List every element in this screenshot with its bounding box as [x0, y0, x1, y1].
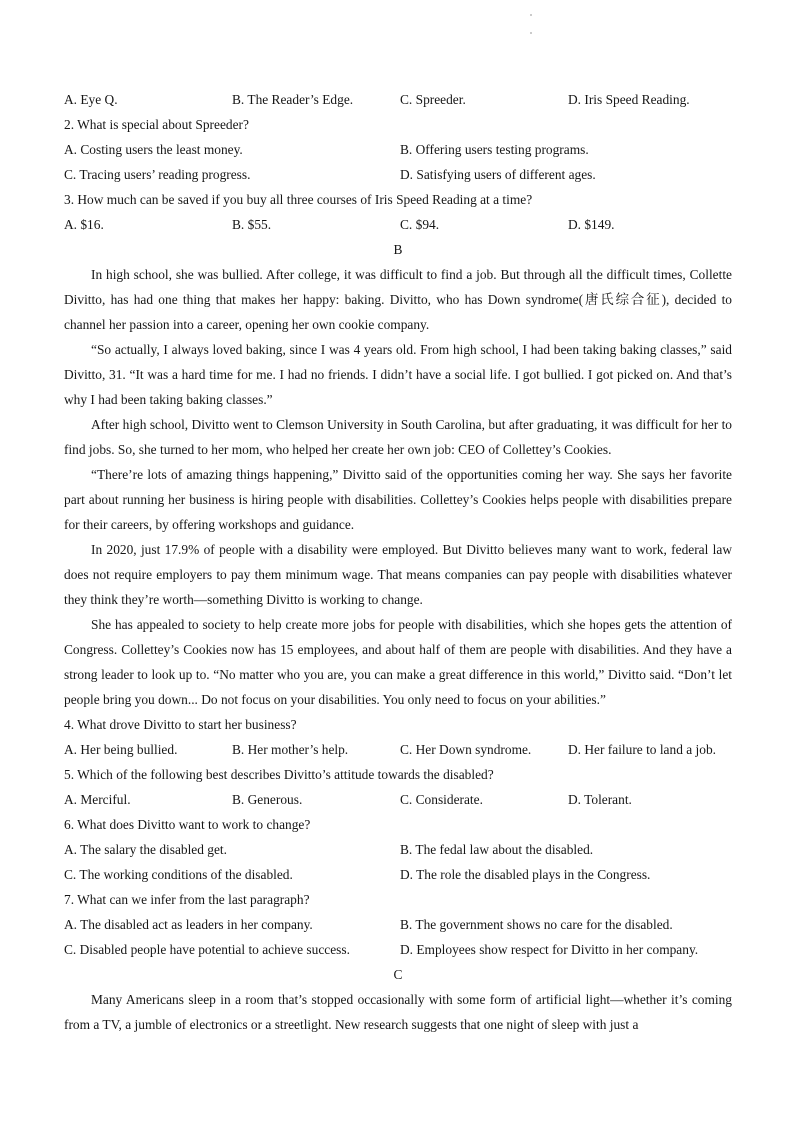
- passage-b-paragraph: In high school, she was bullied. After college, it was difficult to find a job. But through all the difficult times, Collette Divitto, has had one thing that makes her happy: baking. Divitto, who has Down syndrome(唐氏综合征), decided to channel her passion into a career, opening her own cookie company.: [64, 267, 732, 332]
- passage-b-paragraph: “So actually, I always loved baking, since I was 4 years old. From high school, I had been taking baking classes,” said Divitto, 31. “It was a hard time for me. I had no friends. I didn’t have a social life. I got bullied. I got picked on. And that’s why I had been taking baking classes.”: [64, 342, 732, 407]
- passage-b-paragraph: After high school, Divitto went to Clemson University in South Carolina, but after graduating, it was difficult for her to find jobs. So, she turned to her mom, who helped her create her own job: CEO of Collettey’s Cookies.: [64, 417, 732, 457]
- q6-question: 6. What does Divitto want to work to change?: [64, 817, 311, 832]
- q4-question: 4. What drove Divitto to start her business?: [64, 717, 297, 732]
- q5-options: [64, 787, 732, 812]
- q5-option-d: D. Tolerant.: [568, 792, 632, 807]
- q2-option-a: A. Costing users the least money.: [64, 142, 243, 157]
- q2-option-d: D. Satisfying users of different ages.: [400, 167, 596, 182]
- q6-option-a: A. The salary the disabled get.: [64, 842, 227, 857]
- q1-option-a: A. Eye Q.: [64, 92, 118, 107]
- q4-option-b: B. Her mother’s help.: [232, 742, 349, 757]
- q7-option-b: B. The government shows no care for the disabled.: [400, 917, 673, 932]
- q3-option-d: D. $149.: [568, 217, 615, 232]
- q7-option-c: C. Disabled people have potential to achieve success.: [64, 942, 350, 957]
- q5-option-a: A. Merciful.: [64, 792, 131, 807]
- passage-b-paragraph: “There’re lots of amazing things happening,” Divitto said of the opportunities coming her way. She says her favorite part about running her business is hiring people with disabilities. Collettey’s Cookies helps people with disabilities prepare for their careers, by offering workshops and guidance.: [64, 467, 732, 532]
- q6-option-d: D. The role the disabled plays in the Congress.: [400, 867, 651, 882]
- q6-options-row2: [64, 862, 732, 887]
- q7-options-row2: [64, 937, 732, 962]
- q7-option-a: A. The disabled act as leaders in her company.: [64, 917, 313, 932]
- q1-option-b: B. The Reader’s Edge.: [232, 92, 354, 107]
- q2-option-b: B. Offering users testing programs.: [400, 142, 589, 157]
- section-b-heading: B: [393, 242, 403, 257]
- exam-page: [64, 87, 732, 1037]
- q1-options: [64, 87, 732, 112]
- q4-option-c: C. Her Down syndrome.: [400, 742, 532, 757]
- q6-option-c: C. The working conditions of the disabled.: [64, 867, 293, 882]
- q3-question: 3. How much can be saved if you buy all three courses of Iris Speed Reading at a time?: [64, 192, 533, 207]
- q2-question: 2. What is special about Spreeder?: [64, 117, 249, 132]
- section-c-passage: [64, 987, 732, 1037]
- q7-option-d: D. Employees show respect for Divitto in her company.: [400, 942, 699, 957]
- scan-marks: [530, 14, 532, 40]
- q7-options-row1: [64, 912, 732, 937]
- q2-option-c: C. Tracing users’ reading progress.: [64, 167, 251, 182]
- q5-question: 5. Which of the following best describes Divitto’s attitude towards the disabled?: [64, 767, 494, 782]
- q1-option-d: D. Iris Speed Reading.: [568, 92, 690, 107]
- q4-option-d: D. Her failure to land a job.: [568, 742, 716, 757]
- q6-options-row1: [64, 837, 732, 862]
- passage-b-paragraph: In 2020, just 17.9% of people with a disability were employed. But Divitto believes many want to work, federal law does not require employers to pay them minimum wage. That means companies can pay people with disabilities whatever they think they’re worth—something Divitto is working to change.: [64, 542, 732, 607]
- q3-options: [64, 212, 732, 237]
- q1-option-c: C. Spreeder.: [400, 92, 466, 107]
- q2-options-row1: [64, 137, 732, 162]
- passage-b-paragraph: She has appealed to society to help create more jobs for people with disabilities, which she hopes gets the attention of Congress. Collettey’s Cookies now has 15 employees, and about half of them are people with disabilities. And they have a strong leader to look up to. “No matter who you are, you can make a great difference in this world,” Divitto said. “Don’t let people bring you down... Do not focus on your disabilities. You only need to focus on your abilities.”: [64, 617, 732, 707]
- q3-option-c: C. $94.: [400, 217, 440, 232]
- q4-option-a: A. Her being bullied.: [64, 742, 178, 757]
- q4-options: [64, 737, 732, 762]
- q7-question: 7. What can we infer from the last paragraph?: [64, 892, 310, 907]
- q3-option-a: A. $16.: [64, 217, 104, 232]
- q6-option-b: B. The fedal law about the disabled.: [400, 842, 594, 857]
- passage-c-paragraph: Many Americans sleep in a room that’s stopped occasionally with some form of artificial light—whether it’s coming from a TV, a jumble of electronics or a streetlight. New research suggests that one night of sleep with just a: [64, 992, 732, 1032]
- q2-options-row2: [64, 162, 732, 187]
- q5-option-c: C. Considerate.: [400, 792, 483, 807]
- q3-option-b: B. $55.: [232, 217, 272, 232]
- section-b-passage: [64, 262, 732, 712]
- q5-option-b: B. Generous.: [232, 792, 303, 807]
- section-c-heading: C: [393, 967, 403, 982]
